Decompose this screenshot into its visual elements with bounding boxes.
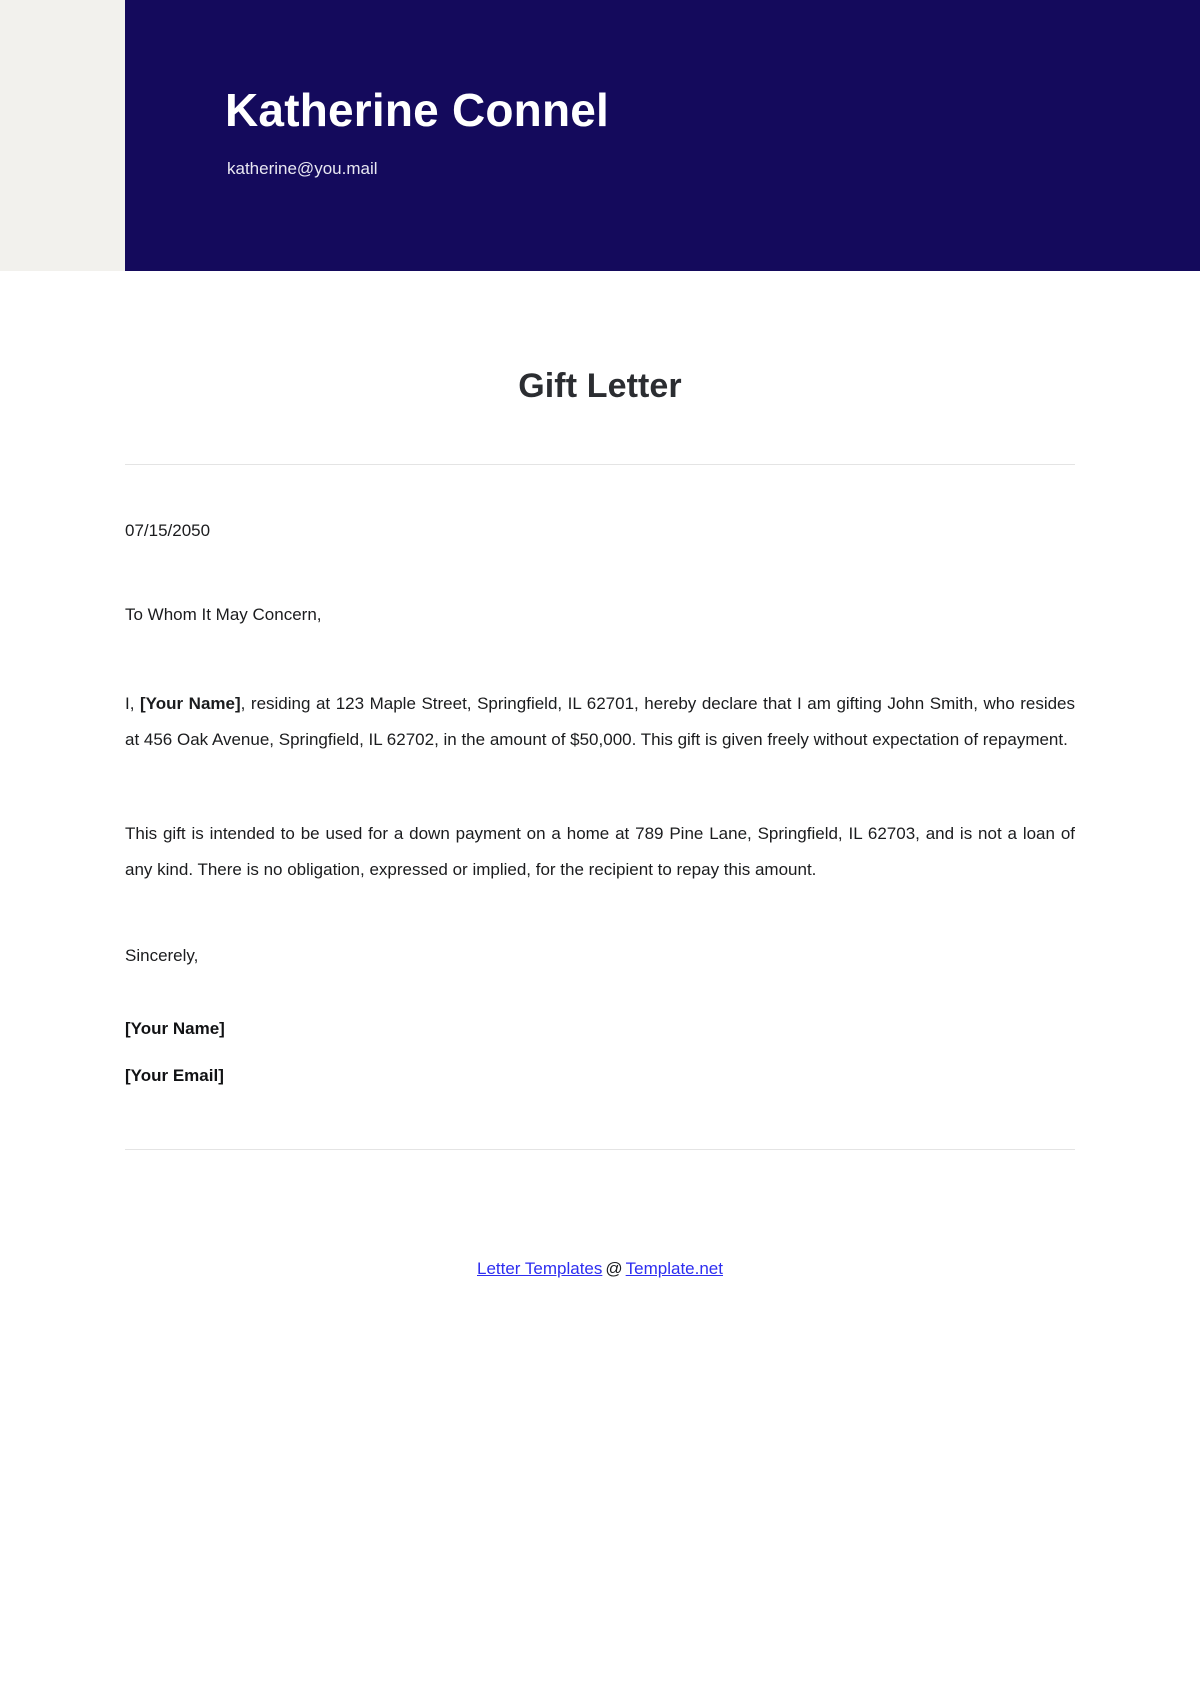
paragraph-1-name-placeholder: [Your Name] <box>140 694 241 713</box>
letterhead-content <box>225 0 1160 271</box>
letter-paragraph-1 <box>125 628 1075 758</box>
footer-link-template-net[interactable]: Template.net <box>625 1259 723 1278</box>
letter-paragraph-2: This gift is intended to be used for a down payment on a home at 789 Pine Lane, Springfield, IL 62703, and is not a loan of any kind. There is no obligation, expressed or implied, for the recipient to repay this amount. <box>125 824 1075 879</box>
signature-email: [Your Email] <box>125 1066 224 1085</box>
paragraph-1-rest: , residing at 123 Maple Street, Springfield, IL 62701, hereby declare that I am gifting John Smith, who resides at 456 Oak Avenue, Springfield, IL 62702, in the amount of $50,000. This gift is given freely without expectation of repayment. <box>125 694 1076 749</box>
footer-link-letter-templates[interactable]: Letter Templates <box>477 1259 603 1278</box>
paragraph-1-lead: I, <box>125 694 140 713</box>
sender-email: katherine@you.mail <box>227 159 378 178</box>
letter-date: 07/15/2050 <box>125 521 211 540</box>
letterhead <box>0 0 1200 271</box>
sender-name: Katherine Connel <box>225 84 610 136</box>
footer-separator: @ <box>605 1259 623 1278</box>
document-body <box>0 271 1200 1282</box>
letter-closing: Sincerely, <box>125 946 199 965</box>
letter-salutation: To Whom It May Concern, <box>125 605 322 624</box>
footer <box>125 1150 1075 1282</box>
signature-name: [Your Name] <box>125 1019 225 1038</box>
page-title: Gift Letter <box>518 367 682 405</box>
